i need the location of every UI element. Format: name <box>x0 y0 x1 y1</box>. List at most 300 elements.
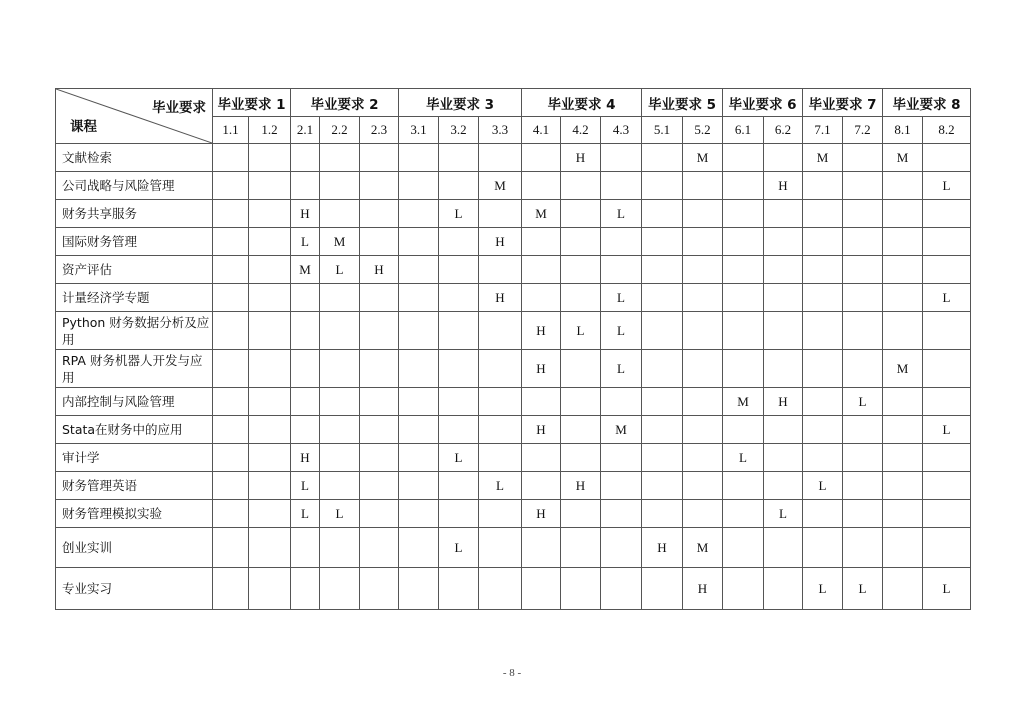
support-level-cell <box>683 256 723 284</box>
support-level-cell <box>803 416 843 444</box>
support-level-cell <box>291 312 320 350</box>
support-level-cell <box>723 256 764 284</box>
support-level-cell: L <box>439 200 479 228</box>
requirement-group-header: 毕业要求 7 <box>803 89 883 117</box>
support-level-cell <box>883 284 923 312</box>
support-level-cell <box>764 312 803 350</box>
support-level-cell <box>399 312 439 350</box>
support-level-cell <box>479 256 522 284</box>
requirement-subitem-header: 6.2 <box>764 117 803 144</box>
requirement-subitem-header: 4.1 <box>522 117 561 144</box>
support-level-cell: M <box>883 350 923 388</box>
support-level-cell: M <box>883 144 923 172</box>
support-level-cell <box>843 228 883 256</box>
support-level-cell <box>360 416 399 444</box>
support-level-cell <box>642 256 683 284</box>
support-level-cell <box>360 444 399 472</box>
support-level-cell <box>642 144 683 172</box>
support-level-cell: M <box>291 256 320 284</box>
support-level-cell: L <box>601 284 642 312</box>
support-level-cell <box>764 568 803 610</box>
support-level-cell <box>683 388 723 416</box>
table-row <box>56 144 971 172</box>
course-name-cell: 文献检索 <box>56 144 213 172</box>
support-level-cell: H <box>522 312 561 350</box>
support-level-cell <box>360 144 399 172</box>
support-level-cell <box>522 388 561 416</box>
support-level-cell <box>291 350 320 388</box>
support-level-cell <box>642 350 683 388</box>
support-level-cell <box>764 200 803 228</box>
support-level-cell: H <box>764 172 803 200</box>
support-level-cell <box>360 472 399 500</box>
support-level-cell <box>642 500 683 528</box>
support-level-cell <box>883 472 923 500</box>
support-level-cell <box>522 144 561 172</box>
requirement-subitem-header: 7.1 <box>803 117 843 144</box>
support-level-cell <box>439 172 479 200</box>
support-level-cell <box>642 172 683 200</box>
support-level-cell <box>439 312 479 350</box>
support-level-cell <box>723 284 764 312</box>
support-level-cell <box>360 388 399 416</box>
support-level-cell <box>213 444 249 472</box>
support-level-cell: L <box>561 312 601 350</box>
support-level-cell: M <box>601 416 642 444</box>
course-name-cell: 审计学 <box>56 444 213 472</box>
support-level-cell <box>642 312 683 350</box>
support-level-cell <box>561 172 601 200</box>
support-level-cell <box>320 144 360 172</box>
support-level-cell <box>399 200 439 228</box>
support-level-cell <box>522 256 561 284</box>
support-level-cell <box>683 350 723 388</box>
support-level-cell <box>213 172 249 200</box>
support-level-cell <box>249 350 291 388</box>
support-level-cell <box>683 228 723 256</box>
support-level-cell <box>883 528 923 568</box>
support-level-cell <box>439 416 479 444</box>
support-level-cell <box>291 284 320 312</box>
support-level-cell: L <box>843 388 883 416</box>
support-level-cell <box>439 568 479 610</box>
support-level-cell: L <box>764 500 803 528</box>
support-level-cell <box>479 312 522 350</box>
table-row <box>56 350 971 388</box>
support-level-cell <box>213 416 249 444</box>
requirement-subitem-header: 1.1 <box>213 117 249 144</box>
requirement-subitem-header: 8.1 <box>883 117 923 144</box>
support-level-cell <box>249 472 291 500</box>
support-level-cell <box>561 568 601 610</box>
support-level-cell <box>213 350 249 388</box>
course-name-cell: Python 财务数据分析及应用 <box>56 312 213 350</box>
support-level-cell <box>522 172 561 200</box>
support-level-cell: H <box>522 416 561 444</box>
support-level-cell <box>479 388 522 416</box>
support-level-cell <box>249 388 291 416</box>
support-level-cell: M <box>723 388 764 416</box>
requirement-subitem-header: 3.3 <box>479 117 522 144</box>
support-level-cell <box>843 528 883 568</box>
support-level-cell <box>683 312 723 350</box>
support-level-cell <box>923 472 971 500</box>
support-level-cell <box>399 416 439 444</box>
support-level-cell <box>439 500 479 528</box>
requirement-group-header: 毕业要求 3 <box>399 89 522 117</box>
support-level-cell: L <box>291 472 320 500</box>
support-level-cell <box>642 416 683 444</box>
support-level-cell <box>561 350 601 388</box>
support-level-cell: L <box>320 500 360 528</box>
support-level-cell <box>923 528 971 568</box>
support-level-cell <box>479 500 522 528</box>
support-level-cell: L <box>923 284 971 312</box>
support-level-cell <box>723 228 764 256</box>
support-level-cell <box>723 500 764 528</box>
support-level-cell <box>764 528 803 568</box>
support-level-cell <box>843 312 883 350</box>
support-level-cell <box>642 568 683 610</box>
support-level-cell <box>561 228 601 256</box>
support-level-cell <box>764 416 803 444</box>
course-name-cell: 国际财务管理 <box>56 228 213 256</box>
support-level-cell <box>360 312 399 350</box>
requirement-subitem-header: 7.2 <box>843 117 883 144</box>
support-level-cell: L <box>291 500 320 528</box>
support-level-cell <box>601 228 642 256</box>
support-level-cell <box>883 200 923 228</box>
course-name-cell: 资产评估 <box>56 256 213 284</box>
support-level-cell <box>723 312 764 350</box>
support-level-cell <box>249 256 291 284</box>
support-level-cell <box>479 144 522 172</box>
support-level-cell <box>399 228 439 256</box>
support-level-cell <box>522 472 561 500</box>
support-level-cell <box>479 568 522 610</box>
requirement-subitem-header: 2.2 <box>320 117 360 144</box>
requirement-group-header: 毕业要求 2 <box>291 89 399 117</box>
support-level-cell <box>213 228 249 256</box>
table-row <box>56 312 971 350</box>
support-level-cell <box>249 528 291 568</box>
requirement-subitem-header: 3.1 <box>399 117 439 144</box>
support-level-cell <box>249 444 291 472</box>
support-level-cell: H <box>291 200 320 228</box>
support-level-cell <box>803 200 843 228</box>
support-level-cell <box>843 256 883 284</box>
support-level-cell <box>803 444 843 472</box>
support-level-cell: H <box>764 388 803 416</box>
support-level-cell <box>561 500 601 528</box>
course-name-cell: 内部控制与风险管理 <box>56 388 213 416</box>
support-level-cell: H <box>642 528 683 568</box>
support-level-cell <box>479 416 522 444</box>
support-level-cell <box>360 528 399 568</box>
support-level-cell <box>320 528 360 568</box>
support-level-cell <box>723 472 764 500</box>
support-level-cell <box>213 312 249 350</box>
support-level-cell <box>479 528 522 568</box>
requirement-group-header: 毕业要求 1 <box>213 89 291 117</box>
support-level-cell <box>883 568 923 610</box>
support-level-cell <box>723 144 764 172</box>
support-level-cell <box>764 144 803 172</box>
support-level-cell <box>683 172 723 200</box>
support-level-cell: M <box>683 144 723 172</box>
support-level-cell: L <box>803 472 843 500</box>
page-number: - 8 - <box>502 667 522 679</box>
support-level-cell <box>803 228 843 256</box>
support-level-cell <box>923 144 971 172</box>
support-level-cell <box>291 416 320 444</box>
table-row <box>56 284 971 312</box>
support-level-cell <box>601 528 642 568</box>
support-level-cell <box>883 500 923 528</box>
support-level-cell <box>601 144 642 172</box>
support-level-cell <box>399 472 439 500</box>
support-level-cell <box>601 444 642 472</box>
support-level-cell <box>561 200 601 228</box>
support-level-cell <box>642 472 683 500</box>
support-level-cell <box>601 472 642 500</box>
support-level-cell <box>399 144 439 172</box>
support-level-cell <box>803 528 843 568</box>
support-level-cell <box>213 388 249 416</box>
support-level-cell: H <box>479 228 522 256</box>
support-level-cell <box>439 144 479 172</box>
support-level-cell <box>764 228 803 256</box>
support-level-cell <box>803 350 843 388</box>
support-level-cell <box>723 568 764 610</box>
support-level-cell <box>843 472 883 500</box>
support-level-cell <box>843 416 883 444</box>
support-level-cell <box>642 228 683 256</box>
support-level-cell <box>843 172 883 200</box>
header-corner-cell <box>56 89 213 144</box>
support-level-cell <box>249 416 291 444</box>
requirement-subitem-header: 2.1 <box>291 117 320 144</box>
support-level-cell: H <box>561 472 601 500</box>
support-level-cell <box>399 172 439 200</box>
support-level-cell <box>360 228 399 256</box>
support-level-cell <box>399 350 439 388</box>
support-level-cell <box>764 472 803 500</box>
support-level-cell <box>764 256 803 284</box>
support-level-cell: L <box>479 472 522 500</box>
support-level-cell <box>883 416 923 444</box>
support-level-cell: H <box>291 444 320 472</box>
support-level-cell <box>291 568 320 610</box>
support-level-cell <box>723 200 764 228</box>
table-row <box>56 500 971 528</box>
support-level-cell <box>764 444 803 472</box>
support-level-cell <box>561 284 601 312</box>
support-level-cell <box>213 568 249 610</box>
support-level-cell: H <box>360 256 399 284</box>
support-level-cell <box>642 444 683 472</box>
table-row <box>56 416 971 444</box>
support-level-cell: L <box>723 444 764 472</box>
support-level-cell <box>803 388 843 416</box>
support-level-cell <box>249 172 291 200</box>
requirements-matrix-table <box>55 88 971 610</box>
support-level-cell <box>439 228 479 256</box>
table-row <box>56 388 971 416</box>
support-level-cell <box>883 388 923 416</box>
support-level-cell <box>249 228 291 256</box>
support-level-cell <box>843 500 883 528</box>
support-level-cell <box>522 528 561 568</box>
requirement-subitem-header: 4.2 <box>561 117 601 144</box>
support-level-cell <box>439 388 479 416</box>
support-level-cell <box>601 172 642 200</box>
support-level-cell <box>213 472 249 500</box>
support-level-cell <box>723 416 764 444</box>
support-level-cell <box>642 284 683 312</box>
requirement-subitem-header: 4.3 <box>601 117 642 144</box>
support-level-cell <box>249 144 291 172</box>
support-level-cell: L <box>320 256 360 284</box>
course-name-cell: 创业实训 <box>56 528 213 568</box>
support-level-cell <box>249 568 291 610</box>
support-level-cell <box>360 284 399 312</box>
support-level-cell <box>843 444 883 472</box>
requirement-subitem-header: 2.3 <box>360 117 399 144</box>
requirement-subitem-header: 8.2 <box>923 117 971 144</box>
support-level-cell <box>883 444 923 472</box>
course-name-cell: 专业实习 <box>56 568 213 610</box>
support-level-cell <box>683 284 723 312</box>
support-level-cell <box>803 312 843 350</box>
support-level-cell <box>883 256 923 284</box>
support-level-cell: L <box>601 200 642 228</box>
support-level-cell: H <box>522 500 561 528</box>
support-level-cell: M <box>803 144 843 172</box>
support-level-cell <box>561 388 601 416</box>
support-level-cell <box>360 172 399 200</box>
support-level-cell <box>399 388 439 416</box>
support-level-cell: L <box>601 350 642 388</box>
support-level-cell <box>522 228 561 256</box>
support-level-cell <box>561 416 601 444</box>
support-level-cell <box>399 284 439 312</box>
support-level-cell <box>320 568 360 610</box>
support-level-cell <box>291 528 320 568</box>
support-level-cell: M <box>522 200 561 228</box>
support-level-cell <box>601 500 642 528</box>
support-level-cell <box>561 528 601 568</box>
course-name-cell: 财务管理英语 <box>56 472 213 500</box>
support-level-cell <box>723 528 764 568</box>
support-level-cell <box>883 228 923 256</box>
support-level-cell <box>291 172 320 200</box>
support-level-cell <box>399 256 439 284</box>
support-level-cell: L <box>923 416 971 444</box>
table-row <box>56 200 971 228</box>
support-level-cell <box>601 568 642 610</box>
table-row <box>56 528 971 568</box>
support-level-cell <box>291 388 320 416</box>
support-level-cell <box>213 144 249 172</box>
support-level-cell <box>249 200 291 228</box>
support-level-cell <box>683 472 723 500</box>
support-level-cell <box>213 200 249 228</box>
requirement-subitem-header: 5.2 <box>683 117 723 144</box>
support-level-cell: H <box>683 568 723 610</box>
support-level-cell <box>320 350 360 388</box>
header-graduation-requirement-label: 毕业要求 <box>152 100 206 116</box>
requirement-group-header: 毕业要求 4 <box>522 89 642 117</box>
support-level-cell <box>803 172 843 200</box>
support-level-cell <box>522 568 561 610</box>
requirement-subitem-header: 1.2 <box>249 117 291 144</box>
course-name-cell: 计量经济学专题 <box>56 284 213 312</box>
support-level-cell <box>561 444 601 472</box>
header-row-groups <box>56 89 971 117</box>
support-level-cell: L <box>923 568 971 610</box>
requirement-group-header: 毕业要求 6 <box>723 89 803 117</box>
support-level-cell <box>320 388 360 416</box>
course-name-cell: Stata在财务中的应用 <box>56 416 213 444</box>
support-level-cell: L <box>843 568 883 610</box>
table-row <box>56 256 971 284</box>
support-level-cell <box>803 500 843 528</box>
course-name-cell: 公司战略与风险管理 <box>56 172 213 200</box>
support-level-cell: L <box>439 528 479 568</box>
support-level-cell <box>723 172 764 200</box>
support-level-cell: H <box>522 350 561 388</box>
support-level-cell <box>439 256 479 284</box>
support-level-cell <box>439 284 479 312</box>
support-level-cell: L <box>439 444 479 472</box>
support-level-cell <box>683 500 723 528</box>
support-level-cell <box>249 500 291 528</box>
support-level-cell <box>883 312 923 350</box>
support-level-cell <box>479 200 522 228</box>
support-level-cell <box>320 444 360 472</box>
support-level-cell <box>213 284 249 312</box>
support-level-cell <box>439 472 479 500</box>
requirement-subitem-header: 5.1 <box>642 117 683 144</box>
support-level-cell <box>843 284 883 312</box>
table-row <box>56 444 971 472</box>
support-level-cell <box>360 200 399 228</box>
support-level-cell <box>923 444 971 472</box>
support-level-cell <box>843 350 883 388</box>
course-name-cell: 财务管理模拟实验 <box>56 500 213 528</box>
support-level-cell <box>923 350 971 388</box>
support-level-cell: M <box>683 528 723 568</box>
support-level-cell <box>399 528 439 568</box>
support-level-cell <box>399 568 439 610</box>
support-level-cell <box>522 444 561 472</box>
support-level-cell: L <box>803 568 843 610</box>
requirement-subitem-header: 6.1 <box>723 117 764 144</box>
support-level-cell <box>923 500 971 528</box>
support-level-cell <box>803 284 843 312</box>
support-level-cell <box>683 416 723 444</box>
support-level-cell <box>843 144 883 172</box>
support-level-cell: L <box>291 228 320 256</box>
support-level-cell <box>249 312 291 350</box>
support-level-cell <box>723 350 764 388</box>
support-level-cell <box>479 444 522 472</box>
support-level-cell <box>561 256 601 284</box>
support-level-cell: L <box>601 312 642 350</box>
support-level-cell <box>764 284 803 312</box>
support-level-cell: M <box>479 172 522 200</box>
